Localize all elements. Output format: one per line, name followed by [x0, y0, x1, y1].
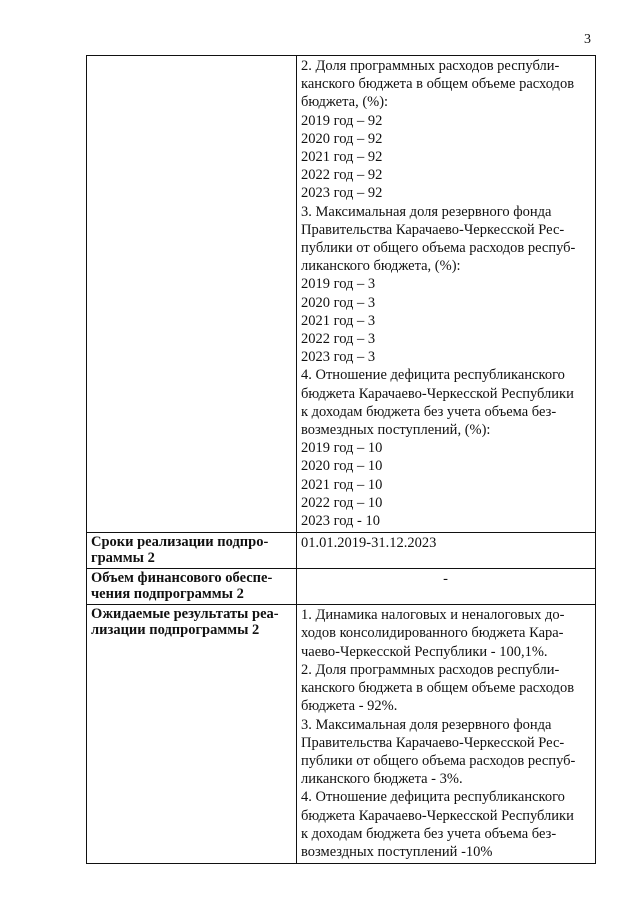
indicator-year-value: 2021 год – 3 [301, 312, 376, 329]
indicator-year-value: 2021 год – 10 [301, 476, 383, 493]
page-number: 3 [584, 32, 591, 47]
funding-value: - [297, 569, 596, 605]
result-item: 3. Максимальная доля резервного фонда Правительства Карачаево-Черкесской Рес- публики от общего объема расходов респуб- ликанского бюджета - 3%. [301, 716, 576, 788]
indicator-year-value: 2019 год – 3 [301, 276, 376, 293]
label-cell-empty [87, 56, 297, 533]
indicator-year-value: 2023 год – 3 [301, 349, 376, 366]
table-row-indicators [87, 56, 596, 533]
indicator-year-value: 2020 год – 10 [301, 458, 383, 475]
indicator-year-value: 2020 год – 3 [301, 294, 376, 311]
results-cell [297, 605, 596, 864]
indicator-title: 4. Отношение дефицита республиканского бюджета Карачаево-Черкесской Республики к доходам бюджета без учета объема без- возмездных поступлений, (%): [301, 367, 574, 439]
table-row-funding [87, 569, 596, 605]
subprogram-passport-table [86, 55, 596, 864]
indicator-blocks [301, 57, 590, 530]
indicator-year-value: 2019 год – 10 [301, 440, 383, 457]
table-row-terms [87, 533, 596, 569]
terms-label: Сроки реализации подпро- граммы 2 [87, 533, 297, 569]
indicator-year-value: 2022 год – 3 [301, 331, 376, 348]
table-row-results [87, 605, 596, 864]
funding-label: Объем финансового обеспе- чения подпрограммы 2 [87, 569, 297, 605]
indicator-year-value: 2020 год – 92 [301, 130, 383, 147]
indicator-title: 3. Максимальная доля резервного фонда Правительства Карачаево-Черкесской Рес- публики от общего объема расходов респуб- ликанского бюджета, (%): [301, 203, 576, 275]
indicator-year-value: 2019 год – 92 [301, 112, 383, 129]
result-items [301, 606, 590, 861]
results-label: Ожидаемые результаты реа- лизации подпрограммы 2 [87, 605, 297, 864]
indicator-year-value: 2023 год - 10 [301, 513, 380, 530]
indicator-year-value: 2022 год – 92 [301, 167, 383, 184]
terms-value: 01.01.2019-31.12.2023 [297, 533, 596, 569]
result-item: 2. Доля программных расходов республи- канского бюджета в общем объеме расходов бюджета - 92%. [301, 661, 575, 715]
result-item: 4. Отношение дефицита республиканского бюджета Карачаево-Черкесской Республики к доходам бюджета без учета объема без- возмездных поступлений -10% [301, 789, 574, 860]
indicator-title: 2. Доля программных расходов республи- канского бюджета в общем объеме расходов бюджета, (%): [301, 58, 575, 111]
indicators-cell [297, 56, 596, 533]
indicator-year-value: 2023 год – 92 [301, 185, 383, 202]
indicator-year-value: 2022 год – 10 [301, 494, 383, 511]
indicator-year-value: 2021 год – 92 [301, 149, 383, 166]
result-item: 1. Динамика налоговых и неналоговых до- ходов консолидированного бюджета Кара- чаево-Черкесской Республики - 100,1%. [301, 607, 565, 660]
